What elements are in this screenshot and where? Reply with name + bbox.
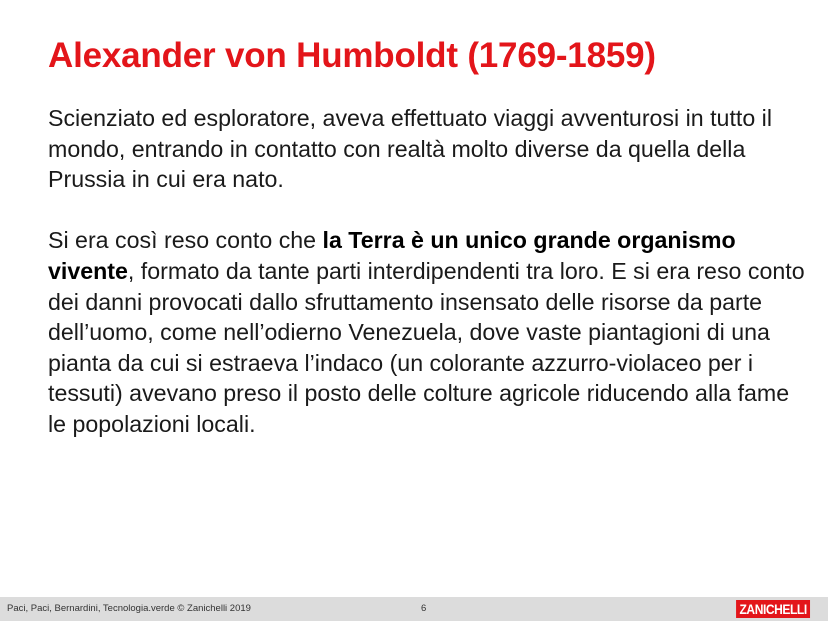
slide-body xyxy=(48,103,808,440)
zanichelli-logo: ZANICHELLI xyxy=(736,600,810,618)
paragraph-main xyxy=(48,225,808,439)
paragraph-intro: Scienziato ed esploratore, aveva effettuato viaggi avventurosi in tutto il mondo, entrando in contatto con realtà molto diverse da quella della Prussia in cui era nato. xyxy=(48,105,772,193)
page-number: 6 xyxy=(421,603,427,614)
slide-title: Alexander von Humboldt (1769-1859) xyxy=(48,36,656,75)
paragraph-main-highlight: la Terra è un unico grande organismo vivente xyxy=(48,227,736,284)
paragraph-main-intro: Si era così reso conto che xyxy=(48,227,323,254)
paragraph-main-rest: , formato da tante parti interdipendenti tra loro. E si era reso conto dei danni provocati dallo sfruttamento insensato delle risorse da parte dell’uomo, come nell’odierno Venezuela, dove vaste piantagioni di una pianta da cui si estraeva l’indaco (un colorante azzurro-violaceo per i tessuti) avevano preso il posto delle colture agricole riducendo alla fame le popolazioni locali. xyxy=(48,257,805,437)
footer-credit: Paci, Paci, Bernardini, Tecnologia.verde © Zanichelli 2019 xyxy=(7,603,251,614)
footer-bar xyxy=(0,597,828,621)
